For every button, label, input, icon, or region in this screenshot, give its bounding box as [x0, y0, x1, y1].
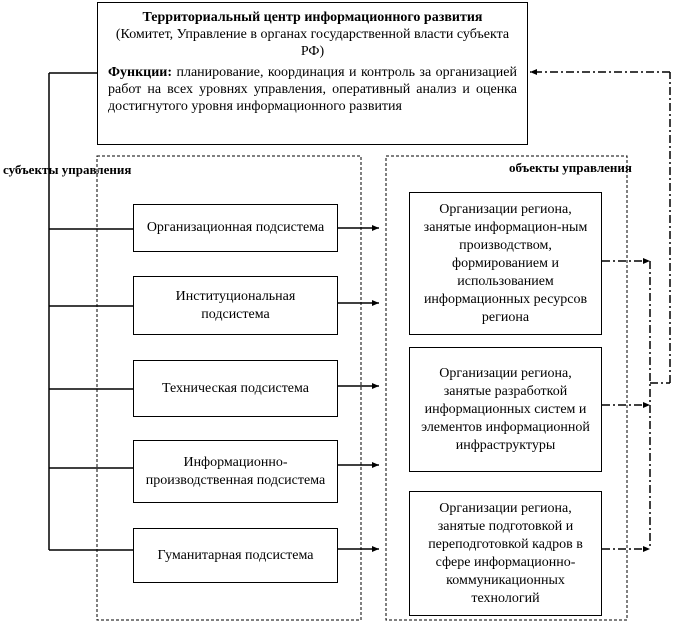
center-title: Территориальный центр информационного развития: [142, 10, 483, 25]
subsystem-technical: Техническая подсистема: [133, 360, 338, 417]
center-subtitle: (Комитет, Управление в органах государственной власти субъекта РФ): [115, 27, 510, 59]
subjects-label: субъекты управления: [3, 162, 132, 177]
subsystem-institutional: Институциональная подсистема: [133, 276, 338, 335]
subsystem-info-production: Информационно-производственная подсистема: [133, 440, 338, 503]
functions-paragraph: [108, 64, 517, 115]
subsystem-humanitarian: Гуманитарная подсистема: [133, 528, 338, 583]
objects-label: объекты управления: [509, 160, 632, 175]
subsystem-organizational: Организационная подсистема: [133, 204, 338, 252]
object-info-production-orgs: Организации региона, занятые информацион-ным производством, формированием и использованием информационных ресурсов региона: [409, 192, 602, 335]
object-training-orgs: Организации региона, занятые подготовкой и переподготовкой кадров в сфере информационно-коммуникационных технологий: [409, 491, 602, 616]
territorial-center-box: [97, 2, 528, 145]
functions-label: Функции:: [108, 65, 173, 80]
object-info-systems-orgs: Организации региона, занятые разработкой информационных систем и элементов информационной инфраструктуры: [409, 347, 602, 472]
functions-text: планирование, координация и контроль за организацией работ на всех уровнях управления, оперативный анализ и оценка достигнутого уровня информационного развития: [108, 65, 517, 114]
